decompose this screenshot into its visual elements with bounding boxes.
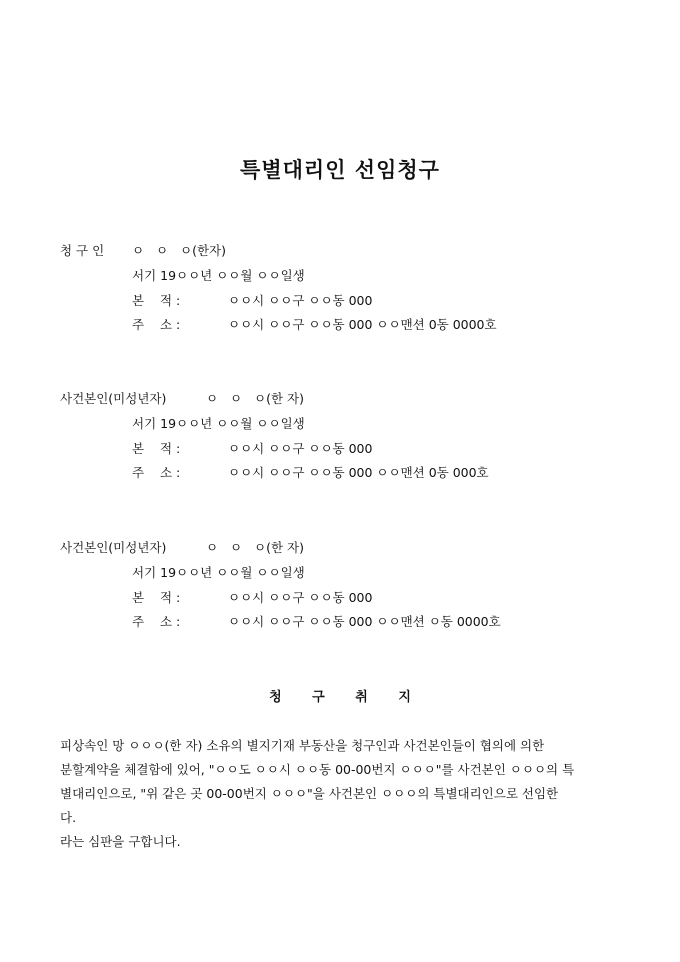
principal-birth: 서기 19ㅇㅇ년 ㅇㅇ월 ㅇㅇ일생 xyxy=(132,416,305,431)
principal-name: ㅇ ㅇ ㅇ(한 자) xyxy=(206,540,304,555)
principal-label: 사건본인(미성년자) xyxy=(60,540,167,555)
purpose-line: 피상속인 망 ㅇㅇㅇ(한 자) 소유의 별지기재 부동산을 청구인과 사건본인들이 협의에 의한 xyxy=(60,738,545,753)
claimant-birth: 서기 19ㅇㅇ년 ㅇㅇ월 ㅇㅇ일생 xyxy=(132,268,305,283)
principal-domicile: ㅇㅇ시 ㅇㅇ구 ㅇㅇ동 000 xyxy=(228,441,373,456)
purpose-heading: 청 구 취 지 xyxy=(269,690,411,705)
principal-domicile-label: 본 적 : xyxy=(132,590,181,605)
principal-domicile: ㅇㅇ시 ㅇㅇ구 ㅇㅇ동 000 xyxy=(228,590,373,605)
purpose-line: 다. xyxy=(60,810,77,825)
claimant-domicile: ㅇㅇ시 ㅇㅇ구 ㅇㅇ동 000 xyxy=(228,293,373,308)
claimant-domicile-label: 본 적 : xyxy=(132,293,181,308)
principal-address-label: 주 소 : xyxy=(132,614,181,629)
principal-birth: 서기 19ㅇㅇ년 ㅇㅇ월 ㅇㅇ일생 xyxy=(132,565,305,580)
purpose-line: 분할계약을 체결함에 있어, "ㅇㅇ도 ㅇㅇ시 ㅇㅇ동 00-00번지 ㅇㅇㅇ"를 사건본인 ㅇㅇㅇ의 특 xyxy=(60,762,575,777)
principal-address: ㅇㅇ시 ㅇㅇ구 ㅇㅇ동 000 ㅇㅇ맨션 0동 000호 xyxy=(228,465,489,480)
claimant-name: ㅇ ㅇ ㅇ(한자) xyxy=(132,243,226,258)
claimant-label: 청 구 인 xyxy=(60,243,105,258)
claimant-address: ㅇㅇ시 ㅇㅇ구 ㅇㅇ동 000 ㅇㅇ맨션 0동 0000호 xyxy=(228,317,497,332)
claimant-address-label: 주 소 : xyxy=(132,317,181,332)
document-title: 특별대리인 선임청구 xyxy=(240,157,440,182)
principal-label: 사건본인(미성년자) xyxy=(60,391,167,406)
principal-address: ㅇㅇ시 ㅇㅇ구 ㅇㅇ동 000 ㅇㅇ맨션 ㅇ동 0000호 xyxy=(228,614,501,629)
purpose-line: 라는 심판을 구합니다. xyxy=(60,834,181,849)
principal-domicile-label: 본 적 : xyxy=(132,441,181,456)
purpose-line: 별대리인으로, "위 같은 곳 00-00번지 ㅇㅇㅇ"을 사건본인 ㅇㅇㅇ의 특별대리인으로 선임한 xyxy=(60,786,559,801)
principal-name: ㅇ ㅇ ㅇ(한 자) xyxy=(206,391,304,406)
principal-address-label: 주 소 : xyxy=(132,465,181,480)
